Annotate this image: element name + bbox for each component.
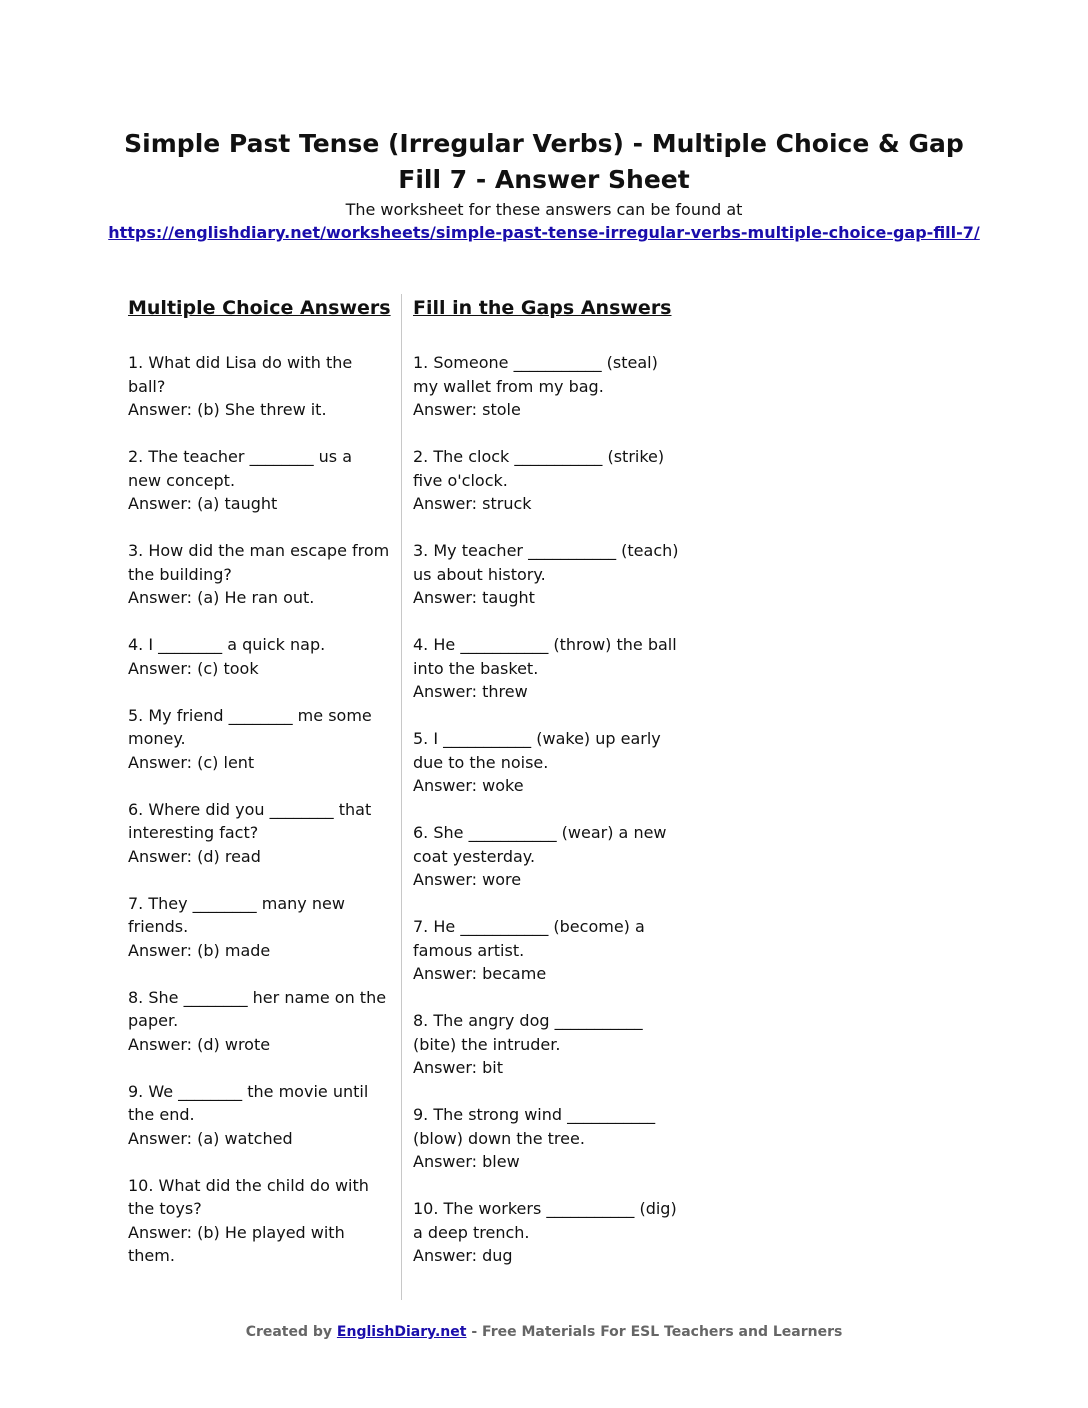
mc-question: 10. What did the child do with the toys? [128,1175,369,1218]
gap-question: 1. Someone ___________ (steal) my wallet from my bag. [413,353,658,396]
mc-answer: Answer: (b) She threw it. [128,400,327,419]
gap-item [413,915,683,986]
mc-question: 5. My friend ________ me some money. [128,705,372,748]
mc-question: 6. Where did you ________ that interesting fact? [128,799,372,842]
mc-answer: Answer: (c) took [128,658,259,678]
gap-item [413,539,683,610]
gap-question: 6. She ___________ (wear) a new coat yesterday. [413,823,667,866]
gap-answer: Answer: became [413,964,547,983]
gap-answer: Answer: stole [413,400,521,419]
gap-question: 5. I ___________ (wake) up early due to the noise. [413,729,661,772]
gap-answer: Answer: threw [413,682,528,701]
gap-item [413,633,683,704]
worksheet-note: The worksheet for these answers can be found at [345,200,743,219]
mc-question: 3. How did the man escape from the building? [128,541,390,584]
mc-answer: Answer: (a) taught [128,494,278,513]
worksheet-link[interactable]: https://englishdiary.net/worksheets/simple-past-tense-irregular-verbs-multiple-choice-gap-fill-7/ [108,223,980,242]
gap-answer: Answer: woke [413,776,524,795]
mc-question: 7. They ________ many new friends. [128,893,345,936]
mc-item [128,704,390,775]
multiple-choice-heading: Multiple Choice Answers [128,297,391,319]
mc-answer: Answer: (d) read [128,846,261,866]
gap-item [413,1009,683,1080]
mc-item [128,1080,390,1151]
gap-question: 10. The workers ___________ (dig) a deep trench. [413,1199,677,1242]
mc-item [128,445,390,516]
mc-question: 2. The teacher ________ us a new concept. [128,447,353,490]
mc-item [128,351,390,422]
mc-question: 4. I ________ a quick nap. [128,635,326,654]
gap-item [413,1103,683,1174]
gap-item [413,351,683,422]
gap-fill-column [413,294,683,1291]
gap-item [413,821,683,892]
gap-fill-heading: Fill in the Gaps Answers [413,297,672,319]
gap-answer: Answer: struck [413,494,532,513]
mc-question: 1. What did Lisa do with the ball? [128,353,353,396]
mc-item [128,892,390,963]
gap-answer: Answer: blew [413,1152,520,1171]
gap-answer: Answer: taught [413,588,535,607]
page-footer [0,1322,1088,1342]
gap-question: 8. The angry dog ___________ (bite) the intruder. [413,1011,643,1054]
gap-answer: Answer: wore [413,870,522,889]
gap-item [413,1197,683,1268]
mc-answer: Answer: (a) He ran out. [128,588,315,607]
gap-question: 9. The strong wind ___________ (blow) down the tree. [413,1105,656,1148]
gap-answer: Answer: bit [413,1058,503,1077]
gap-question: 3. My teacher ___________ (teach) us about history. [413,541,679,584]
gap-question: 7. He ___________ (become) a famous artist. [413,917,645,960]
footer-prefix: Created by [245,1324,333,1340]
mc-question: 8. She ________ her name on the paper. [128,987,387,1030]
footer-suffix: - Free Materials For ESL Teachers and Learners [471,1324,843,1340]
mc-answer: Answer: (b) He played with them. [128,1222,345,1265]
mc-item [128,539,390,610]
page-title: Simple Past Tense (Irregular Verbs) - Multiple Choice & Gap Fill 7 - Answer Sheet [124,129,964,194]
mc-answer: Answer: (a) watched [128,1128,293,1148]
column-divider [401,294,402,1300]
mc-item [128,798,390,869]
gap-item [413,727,683,798]
mc-item [128,986,390,1057]
multiple-choice-column [128,294,390,1291]
gap-answer: Answer: dug [413,1246,513,1265]
mc-item [128,633,390,680]
mc-item [128,1174,390,1268]
mc-answer: Answer: (b) made [128,940,271,960]
gap-question: 4. He ___________ (throw) the ball into the basket. [413,635,677,678]
mc-answer: Answer: (c) lent [128,752,255,772]
gap-item [413,445,683,516]
gap-question: 2. The clock ___________ (strike) five o'clock. [413,447,665,490]
mc-question: 9. We ________ the movie until the end. [128,1081,369,1124]
mc-answer: Answer: (d) wrote [128,1034,271,1054]
footer-site-link[interactable]: EnglishDiary.net [336,1324,467,1340]
